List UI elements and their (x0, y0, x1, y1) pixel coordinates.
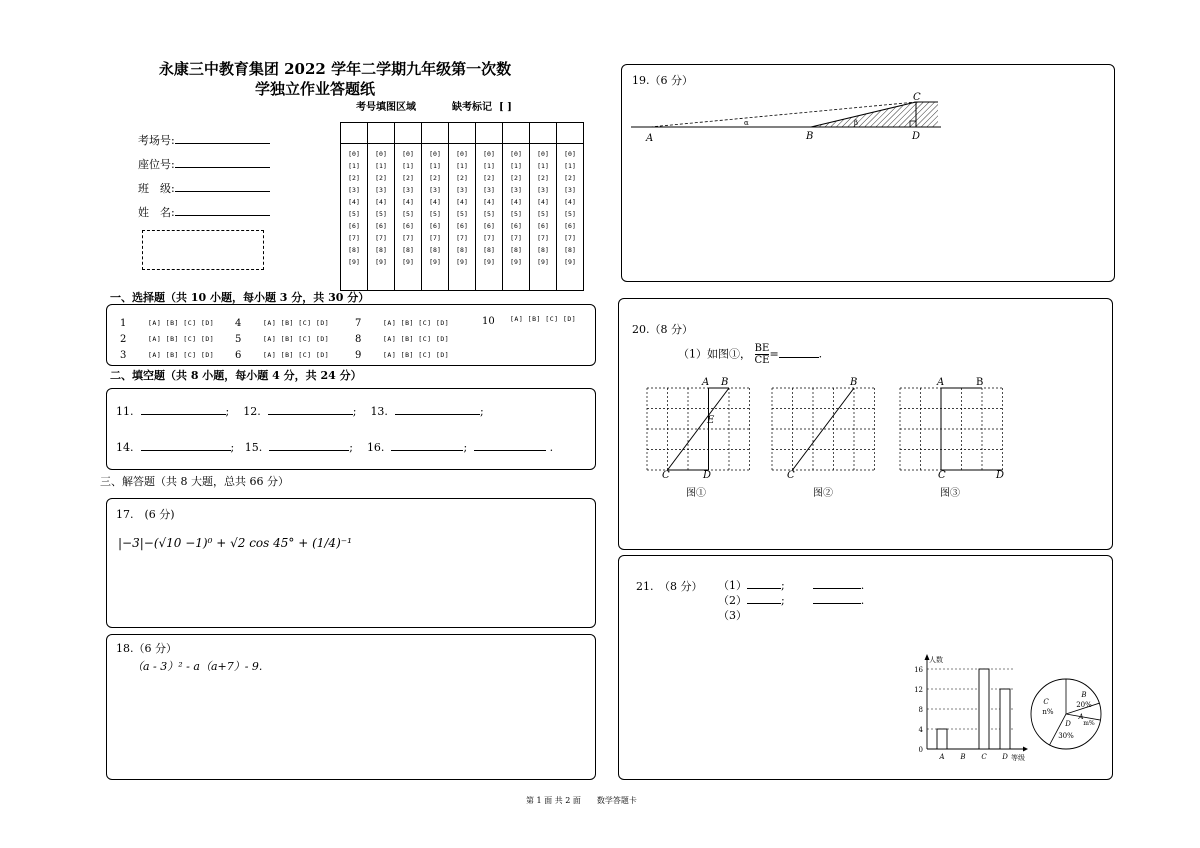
digit-bubble[interactable]: [0] (510, 150, 522, 158)
pie-value-d: 30% (1058, 732, 1074, 740)
digit-bubble[interactable]: [6] (375, 222, 387, 230)
label-b: B (721, 377, 729, 388)
digit-bubble[interactable]: [5] (348, 210, 360, 218)
choice-options[interactable]: [A] [B] [C] [D] (510, 315, 577, 323)
x-tick-label: A (939, 753, 945, 761)
x-tick-label: D (1002, 753, 1008, 761)
grid-figure-3 (900, 388, 1003, 470)
page-footer: 第 1 面 共 2 面 数学答题卡 (526, 796, 637, 805)
digit-bubble[interactable]: [4] (348, 198, 360, 206)
section1-title: 一、选择题（共 10 小题，每小题 3 分，共 30 分） (110, 291, 370, 304)
page-title-line2: 学独立作业答题纸 (254, 80, 375, 98)
digit-bubble[interactable]: [8] (510, 246, 522, 254)
digit-bubble[interactable]: [7] (564, 234, 576, 242)
choice-number: 5 (235, 334, 242, 345)
y-tick-label: 16 (914, 666, 923, 674)
choice-number: 6 (235, 350, 242, 361)
exam-digit-write-cell[interactable] (395, 123, 422, 144)
digit-bubble[interactable]: [3] (564, 186, 576, 194)
choice-options[interactable]: [A] [B] [C] [D] (383, 319, 450, 327)
exam-number-grid[interactable] (340, 122, 584, 291)
choice-options[interactable]: [A] [B] [C] [D] (383, 335, 450, 343)
digit-bubble[interactable]: [7] (456, 234, 468, 242)
digit-bubble[interactable]: [1] (456, 162, 468, 170)
digit-bubble[interactable]: [6] (510, 222, 522, 230)
q21-blank-2b[interactable] (813, 594, 861, 604)
digit-bubble[interactable]: [8] (456, 246, 468, 254)
digit-bubble[interactable]: [1] (510, 162, 522, 170)
answer-blank-16b[interactable] (474, 440, 546, 451)
fill-row-1: 11. ; 12. ; 13. ; (116, 405, 484, 418)
q17-expression: |−3|−(√10 −1)⁰ + √2 cos 45° + (1/4)⁻¹ (118, 536, 352, 550)
y-tick-label: 12 (914, 686, 923, 694)
q21-parts: （1） ; . （2） ; . （3） (718, 579, 865, 622)
exam-area-label: 考号填图区域 (356, 102, 416, 113)
digit-bubble[interactable]: [0] (348, 150, 360, 158)
bar-A (937, 729, 947, 749)
digit-bubble[interactable]: [7] (483, 234, 495, 242)
y-tick-label: 4 (918, 726, 923, 734)
angle-alpha: α (744, 119, 749, 127)
pie-label-d: D (1065, 720, 1071, 728)
answer-blank-14[interactable] (141, 440, 231, 451)
digit-bubble[interactable]: [4] (402, 198, 414, 206)
digit-bubble[interactable]: [2] (348, 174, 360, 182)
point-b: B (806, 131, 814, 142)
q21-blank-1a[interactable] (747, 579, 781, 589)
exam-digit-column (395, 144, 422, 291)
digit-bubble[interactable]: [9] (510, 258, 522, 266)
digit-bubble[interactable]: [3] (510, 186, 522, 194)
label-d: D (996, 470, 1005, 481)
point-c: C (913, 92, 921, 103)
absent-checkbox[interactable]: [ ] (498, 102, 512, 113)
exam-digit-write-cell[interactable] (476, 123, 503, 144)
digit-bubble[interactable]: [6] (429, 222, 441, 230)
label-c: C (787, 470, 795, 481)
choice-options[interactable]: [A] [B] [C] [D] (263, 319, 330, 327)
digit-bubble[interactable]: [1] (483, 162, 495, 170)
digit-bubble[interactable]: [3] (348, 186, 360, 194)
choice-number: 7 (355, 318, 362, 329)
digit-bubble[interactable]: [9] (402, 258, 414, 266)
digit-bubble[interactable]: [5] (564, 210, 576, 218)
label-c: C (662, 470, 670, 481)
digit-bubble[interactable]: [2] (510, 174, 522, 182)
choice-options[interactable]: [A] [B] [C] [D] (148, 335, 215, 343)
choice-number: 1 (120, 318, 127, 329)
label-a: A (937, 377, 945, 388)
choice-number: 9 (355, 350, 362, 361)
exam-digit-write-cell[interactable] (449, 123, 476, 144)
label-b: B (976, 377, 984, 388)
x-axis-label: 等级 (1011, 754, 1025, 762)
digit-bubble[interactable]: [6] (564, 222, 576, 230)
exam-digit-column (341, 144, 368, 291)
digit-bubble[interactable]: [7] (402, 234, 414, 242)
digit-bubble[interactable]: [0] (429, 150, 441, 158)
q17-label: 17. (6 分) (116, 508, 175, 521)
answer-blank-15[interactable] (269, 440, 349, 451)
digit-bubble[interactable]: [1] (375, 162, 387, 170)
exam-digit-column (503, 144, 530, 291)
digit-bubble[interactable]: [7] (375, 234, 387, 242)
digit-bubble[interactable]: [5] (537, 210, 549, 218)
figure-caption: 图① (686, 488, 706, 499)
choice-options[interactable]: [A] [B] [C] [D] (148, 351, 215, 359)
field-class[interactable]: 班 级: (138, 180, 270, 196)
digit-bubble[interactable]: [8] (483, 246, 495, 254)
y-tick-label: 8 (918, 706, 923, 714)
bar-D (1000, 689, 1010, 749)
q20-label: 20.（8 分） (632, 323, 693, 336)
choice-number: 8 (355, 334, 362, 345)
barcode-box (142, 230, 264, 270)
digit-bubble[interactable]: [5] (375, 210, 387, 218)
digit-bubble[interactable]: [2] (375, 174, 387, 182)
pie-value-c: n% (1042, 708, 1054, 716)
q17-box[interactable] (106, 498, 596, 628)
digit-bubble[interactable]: [2] (483, 174, 495, 182)
choice-options[interactable]: [A] [B] [C] [D] (263, 351, 330, 359)
digit-bubble[interactable]: [5] (510, 210, 522, 218)
digit-bubble[interactable]: [8] (564, 246, 576, 254)
digit-bubble[interactable]: [0] (456, 150, 468, 158)
digit-bubble[interactable]: [9] (348, 258, 360, 266)
exam-digit-column (557, 144, 584, 291)
section2-box (106, 388, 596, 470)
digit-bubble[interactable]: [5] (483, 210, 495, 218)
choice-options[interactable]: [A] [B] [C] [D] (148, 319, 215, 327)
x-tick-label: C (981, 753, 987, 761)
y-tick-label: 0 (918, 746, 923, 754)
digit-bubble[interactable]: [3] (483, 186, 495, 194)
section3-title: 三、解答题（共 8 大题，总共 66 分） (100, 475, 289, 488)
exam-digit-write-cell[interactable] (530, 123, 557, 144)
digit-bubble[interactable]: [6] (402, 222, 414, 230)
pie-label-a: A (1078, 713, 1084, 721)
digit-bubble[interactable]: [0] (483, 150, 495, 158)
digit-bubble[interactable]: [2] (456, 174, 468, 182)
answer-blank-16a[interactable] (391, 440, 463, 451)
digit-bubble[interactable]: [4] (564, 198, 576, 206)
digit-bubble[interactable]: [4] (483, 198, 495, 206)
choice-number: 10 (482, 316, 495, 327)
digit-bubble[interactable]: [4] (510, 198, 522, 206)
digit-bubble[interactable]: [5] (429, 210, 441, 218)
pie-value-a: m% (1083, 720, 1095, 727)
q18-label: 18.（6 分） (116, 642, 177, 655)
exam-digit-write-cell[interactable] (557, 123, 584, 144)
x-tick-label: B (960, 753, 966, 761)
choice-number: 4 (235, 318, 242, 329)
digit-bubble[interactable]: [6] (348, 222, 360, 230)
digit-bubble[interactable]: [4] (537, 198, 549, 206)
absent-label: 缺考标记 [ ] (452, 102, 512, 113)
exam-digit-column (449, 144, 476, 291)
digit-bubble[interactable]: [2] (402, 174, 414, 182)
digit-bubble[interactable]: [4] (375, 198, 387, 206)
label-d: D (703, 470, 712, 481)
pie-value-b: 20% (1076, 701, 1092, 709)
section2-title: 二、填空题（共 8 小题，每小题 4 分，共 24 分） (110, 369, 362, 382)
digit-bubble[interactable]: [9] (537, 258, 549, 266)
answer-blank-12[interactable] (268, 404, 353, 415)
q21-blank-2a[interactable] (747, 594, 781, 604)
y-axis-label: 人数 (929, 656, 943, 664)
q18-box[interactable] (106, 634, 596, 780)
q20-figures (640, 372, 1020, 502)
choice-options[interactable]: [A] [B] [C] [D] (263, 335, 330, 343)
digit-bubble[interactable]: [8] (375, 246, 387, 254)
digit-bubble[interactable]: [1] (348, 162, 360, 170)
digit-bubble[interactable]: [3] (537, 186, 549, 194)
digit-bubble[interactable]: [7] (348, 234, 360, 242)
answer-blank-13[interactable] (395, 404, 480, 415)
field-name[interactable]: 姓 名: (138, 204, 270, 220)
q20-answer-blank[interactable] (779, 347, 819, 358)
label-b: B (850, 377, 858, 388)
digit-bubble[interactable]: [3] (375, 186, 387, 194)
field-exam-room[interactable]: 考场号: (138, 132, 270, 148)
digit-bubble[interactable]: [7] (537, 234, 549, 242)
digit-bubble[interactable]: [4] (456, 198, 468, 206)
q20-part1: （1）如图①， $\frac{BE}{CE}$ = . (678, 343, 823, 366)
point-a: A (646, 133, 654, 144)
point-d: D (912, 131, 921, 142)
figure-caption: 图③ (940, 488, 960, 499)
label-e: E (707, 415, 715, 426)
digit-bubble[interactable]: [2] (564, 174, 576, 182)
label-a: A (702, 377, 710, 388)
q21-bar-chart (905, 650, 1030, 765)
q21-label: 21. （8 分） (636, 580, 703, 593)
digit-bubble[interactable]: [1] (537, 162, 549, 170)
digit-bubble[interactable]: [1] (564, 162, 576, 170)
digit-bubble[interactable]: [4] (429, 198, 441, 206)
q21-blank-1b[interactable] (813, 579, 861, 589)
digit-bubble[interactable]: [8] (402, 246, 414, 254)
pie-label-c: C (1043, 698, 1049, 706)
digit-bubble[interactable]: [0] (564, 150, 576, 158)
digit-bubble[interactable]: [2] (537, 174, 549, 182)
digit-bubble[interactable]: [6] (537, 222, 549, 230)
digit-bubble[interactable]: [3] (429, 186, 441, 194)
exam-digit-column (476, 144, 503, 291)
exam-digit-write-cell[interactable] (422, 123, 449, 144)
digit-bubble[interactable]: [0] (402, 150, 414, 158)
digit-bubble[interactable]: [7] (510, 234, 522, 242)
digit-bubble[interactable]: [9] (483, 258, 495, 266)
page-title-line1: 永康三中教育集团 2022 学年二学期九年级第一次数 (158, 60, 512, 78)
exam-digit-column (368, 144, 395, 291)
digit-bubble[interactable]: [2] (429, 174, 441, 182)
answer-blank-11[interactable] (141, 404, 226, 415)
digit-bubble[interactable]: [6] (456, 222, 468, 230)
digit-bubble[interactable]: [6] (483, 222, 495, 230)
pie-label-b: B (1081, 691, 1087, 699)
digit-bubble[interactable]: [8] (537, 246, 549, 254)
exam-digit-write-cell[interactable] (503, 123, 530, 144)
digit-bubble[interactable]: [0] (537, 150, 549, 158)
fill-row-2: 14. ; 15. ; 16. ; . (116, 441, 554, 454)
digit-bubble[interactable]: [1] (429, 162, 441, 170)
choice-number: 2 (120, 334, 127, 345)
digit-bubble[interactable]: [5] (402, 210, 414, 218)
digit-bubble[interactable]: [0] (375, 150, 387, 158)
q18-expression: （a - 3）² - a（a+7）- 9. (132, 660, 263, 673)
digit-bubble[interactable]: [9] (375, 258, 387, 266)
digit-bubble[interactable]: [3] (456, 186, 468, 194)
figure-caption: 图② (813, 488, 833, 499)
digit-bubble[interactable]: [9] (429, 258, 441, 266)
q19-label: 19.（6 分） (632, 74, 693, 87)
digit-bubble[interactable]: [9] (564, 258, 576, 266)
exam-digit-write-cell[interactable] (368, 123, 395, 144)
digit-bubble[interactable]: [8] (348, 246, 360, 254)
digit-bubble[interactable]: [8] (429, 246, 441, 254)
q19-figure (626, 88, 946, 144)
digit-bubble[interactable]: [9] (456, 258, 468, 266)
bar-C (979, 669, 989, 749)
choice-number: 3 (120, 350, 127, 361)
digit-bubble[interactable]: [3] (402, 186, 414, 194)
digit-bubble[interactable]: [7] (429, 234, 441, 242)
exam-digit-column (422, 144, 449, 291)
angle-beta: β (854, 119, 859, 127)
q21-pie-chart (1028, 676, 1104, 752)
field-seat-number[interactable]: 座位号: (138, 156, 270, 172)
choice-options[interactable]: [A] [B] [C] [D] (383, 351, 450, 359)
digit-bubble[interactable]: [5] (456, 210, 468, 218)
digit-bubble[interactable]: [1] (402, 162, 414, 170)
exam-digit-write-cell[interactable] (341, 123, 368, 144)
label-c: C (938, 470, 946, 481)
exam-digit-column (530, 144, 557, 291)
